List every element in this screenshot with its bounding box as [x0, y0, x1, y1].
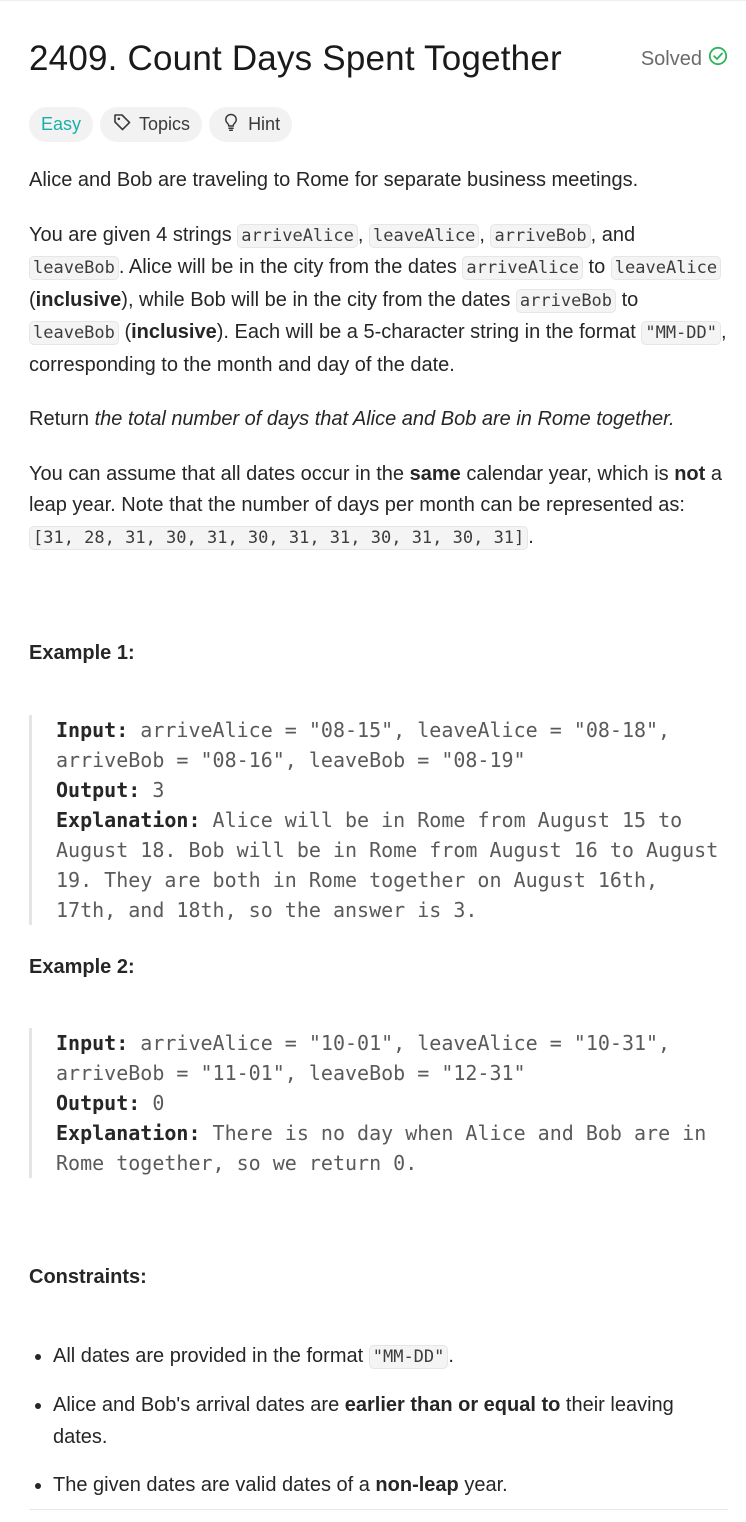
- topics-button[interactable]: [100, 107, 202, 142]
- text: All dates are provided in the format: [53, 1344, 369, 1367]
- code-leaveBob: leaveBob: [29, 256, 119, 280]
- divider: [29, 1509, 728, 1510]
- code-days-per-month: [31, 28, 31, 30, 31, 30, 31, 31, 30, 31, 30, 31]: [29, 526, 528, 550]
- description-intro: Alice and Bob are traveling to Rome for separate business meetings.: [29, 169, 639, 191]
- text: The given dates are valid dates of a: [53, 1474, 376, 1496]
- hint-label: Hint: [248, 114, 281, 134]
- lightbulb-icon: [221, 112, 241, 137]
- input-label: Input:: [56, 717, 129, 742]
- description-assumption: [29, 459, 728, 555]
- output-value: 0: [152, 1091, 165, 1115]
- text: ,: [479, 223, 491, 246]
- spacer: [29, 577, 728, 638]
- text: to: [582, 256, 611, 278]
- italic-return: the total number of days that Alice and Bob are in Rome together.: [94, 408, 675, 430]
- explanation-label: Explanation:: [56, 807, 201, 832]
- bold-inclusive: inclusive: [131, 321, 217, 343]
- code-leaveAlice: leaveAlice: [611, 256, 721, 280]
- text: (: [29, 288, 36, 311]
- spacer: [29, 693, 728, 715]
- code-format: "MM-DD": [641, 321, 721, 345]
- example-2-block: [29, 1028, 728, 1178]
- code-format: "MM-DD": [369, 1345, 449, 1369]
- code-leaveAlice: leaveAlice: [369, 224, 479, 248]
- constraints-list: [29, 1341, 728, 1502]
- tag-icon: [112, 112, 132, 137]
- bold-same: same: [409, 462, 461, 485]
- text: to: [616, 288, 639, 311]
- text: ,: [357, 223, 369, 246]
- text: Return: [29, 408, 95, 430]
- spacer: [29, 1317, 728, 1341]
- topics-label: Topics: [139, 114, 191, 134]
- explanation-value: Alice will be in Rome from August 15 to August 18. Bob will be in Rome from August 16 to August 19. They are both in Rome together on August 16th, 17th, and 18th, so the answer is 3.: [56, 807, 719, 922]
- text: a leap year. Note that the number of days per month can be represented as:: [29, 462, 722, 516]
- constraints-title: Constraints:: [29, 1266, 147, 1288]
- solved-label: Solved: [640, 47, 702, 70]
- explanation-label: Explanation:: [56, 1121, 201, 1145]
- output-value: 3: [152, 777, 165, 802]
- example-1-explanation: [56, 805, 728, 925]
- spacer: [29, 925, 728, 952]
- example-1-input: [56, 715, 728, 775]
- title-row: [29, 39, 728, 79]
- problem-description: [29, 165, 728, 1519]
- input-label: Input:: [56, 1031, 129, 1055]
- solved-status: [641, 46, 728, 72]
- text: ). Each will be a 5-character string in the format: [216, 321, 642, 343]
- constraint-item: [53, 1341, 728, 1374]
- output-label: Output:: [56, 777, 141, 802]
- text: . Alice will be in the city from the dates: [118, 256, 463, 278]
- text: .: [528, 525, 534, 548]
- spacer: [29, 1006, 728, 1028]
- hint-button[interactable]: [209, 107, 292, 142]
- text: , corresponding to the month and day of the date.: [29, 321, 727, 376]
- text: Alice and Bob's arrival dates are: [53, 1394, 345, 1416]
- example-2-explanation: [56, 1118, 728, 1178]
- example-1-output: [56, 775, 728, 805]
- code-arriveBob: arriveBob: [490, 224, 590, 248]
- code-arriveBob: arriveBob: [516, 289, 616, 313]
- text: calendar year, which is: [460, 462, 675, 485]
- text: You are given 4 strings: [29, 223, 238, 246]
- text: You can assume that all dates occur in the: [29, 462, 410, 485]
- code-leaveBob: leaveBob: [29, 321, 119, 345]
- constraint-item: [53, 1390, 728, 1453]
- example-2-input: [56, 1028, 728, 1088]
- example-1-title: Example 1:: [29, 642, 135, 664]
- constraint-item: [53, 1470, 728, 1502]
- input-value: arriveAlice = "10-01", leaveAlice = "10-31", arriveBob = "11-01", leaveBob = "12-31": [56, 1031, 671, 1085]
- example-2-title: Example 2:: [29, 955, 135, 978]
- bold-non-leap: non-leap: [375, 1474, 459, 1496]
- problem-title: 2409. Count Days Spent Together: [29, 39, 562, 78]
- code-arriveAlice: arriveAlice: [462, 256, 583, 280]
- bold-not: not: [674, 462, 706, 485]
- spacer: [29, 1178, 728, 1262]
- example-2-output: [56, 1088, 728, 1118]
- explanation-value: There is no day when Alice and Bob are in Rome together, so we return 0.: [56, 1121, 707, 1175]
- description-inputs: [29, 220, 728, 382]
- text: year.: [458, 1474, 508, 1496]
- example-1-block: [29, 715, 728, 925]
- difficulty-badge[interactable]: Easy: [29, 107, 93, 142]
- text: .: [448, 1344, 454, 1367]
- tag-row: [29, 107, 292, 142]
- bold-earlier: earlier than or equal to: [344, 1394, 561, 1416]
- check-circle-icon: [708, 46, 728, 72]
- text: (: [118, 321, 132, 343]
- output-label: Output:: [56, 1091, 141, 1115]
- description-return: [29, 404, 728, 436]
- input-value: arriveAlice = "08-15", leaveAlice = "08-18", arriveBob = "08-16", leaveBob = "08-19": [56, 717, 671, 772]
- text: their leaving dates.: [53, 1394, 674, 1448]
- text: ), while Bob will be in the city from the dates: [121, 288, 516, 311]
- text: , and: [590, 223, 636, 246]
- bold-inclusive: inclusive: [35, 288, 122, 311]
- code-arriveAlice: arriveAlice: [237, 224, 358, 248]
